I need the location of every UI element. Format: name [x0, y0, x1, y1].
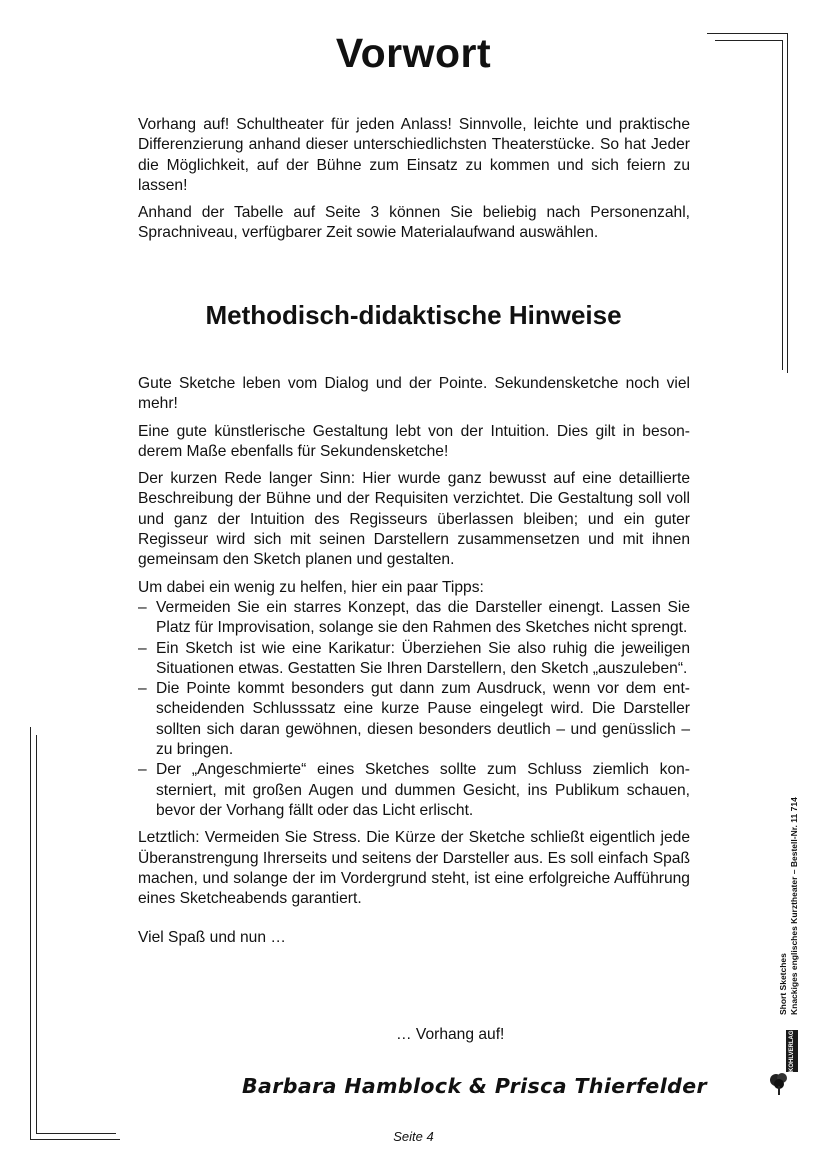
frame-left-vertical	[30, 727, 31, 1139]
body-paragraph: Der kurzen Rede langer Sinn: Hier wurde ganz bewusst auf eine detaillierte Beschreibung der Bühne und der Requisiten verzichtet. Die Gestaltung soll voll und ganz der Intuition des Regisseurs überlassen bleiben; und ein guter Regisseur wird sich mit seinen Darstellern zusammensetzen und mit ihnen gemeinsam den Sketch planen und gestalten.	[138, 470, 690, 569]
tip-item: – Ein Sketch ist wie eine Karikatur: Überziehen Sie also ruhig die jeweiligen Situationen etwas. Gestatten Sie Ihren Darstellern, den Sketch „auszuleben“.	[138, 639, 690, 680]
page-number: Seite 4	[393, 1129, 434, 1144]
tip-item: – Der „Angeschmierte“ eines Sketches sollte zum Schluss ziemlich konsterniert, mit großen Augen und dummen Gesicht, ins Publikum schauen, bevor der Vorhang fällt oder das Licht erlischt.	[138, 760, 690, 821]
hints-section	[138, 374, 690, 956]
body-paragraph: Eine gute künstlerische Gestaltung lebt von der Intuition. Dies gilt in besonderem Maße ebenfalls für Sekundensketche!	[138, 422, 690, 460]
sign-off: Viel Spaß und nun …	[138, 929, 286, 947]
conclusion-paragraph: Letztlich: Vermeiden Sie Stress. Die Kürze der Sketche schließt eigentlich jede Überanstrengung Ihrerseits und seitens der Darsteller aus. Es soll einfach Spaß machen, und solange der im Vordergrund steht, ist eine erfolgreiche Aufführung eines Sketcheabends garantiert.	[138, 829, 690, 908]
closing-line: … Vorhang auf!	[396, 1026, 505, 1043]
tip-item: – Vermeiden Sie ein starres Konzept, das die Darsteller einengt. Lassen Sie Platz für Improvisation, solange sie den Rahmen des Sketches nicht sprengt.	[138, 598, 690, 639]
intro-section	[138, 115, 690, 251]
tip-item: – Die Pointe kommt besonders gut dann zum Ausdruck, wenn vor dem entscheidenden Schlusssatz eine kurze Pause eingelegt wird. Die Darsteller sollten sich daran gewöhnen, diesen besonders deutlich – und genüsslich – zu bringen.	[138, 679, 690, 760]
publisher-logo: KOHLVERLAG	[786, 1030, 798, 1072]
tips-intro: Um dabei ein wenig zu helfen, hier ein paar Tipps:	[138, 578, 484, 596]
side-imprint-subtitle: Knackiges englisches Kurztheater – Bestell-Nr. 11 714	[789, 797, 799, 1015]
tree-logo-icon	[768, 1068, 790, 1096]
body-paragraph: Gute Sketche leben vom Dialog und der Pointe. Sekundensketche noch viel mehr!	[138, 375, 690, 413]
page-title: Vorwort	[335, 30, 492, 76]
side-imprint	[778, 725, 800, 1015]
section-title: Methodisch-didaktische Hinweise	[205, 300, 622, 330]
frame-left-vertical-2	[36, 735, 37, 1133]
authors-signature: Barbara Hamblock & Prisca Thierfelder	[242, 1074, 708, 1098]
tips-list	[138, 598, 690, 821]
side-imprint-title: Short Sketches	[778, 953, 788, 1015]
intro-paragraph: Vorhang auf! Schultheater für jeden Anlass! Sinnvolle, leichte und praktische Differenzierung anhand dieser unterschiedlichsten Theaterstücke. So hat Jeder die Möglichkeit, auf der Bühne zum Einsatz zu kommen und sich feiern zu lassen!	[138, 116, 690, 194]
intro-paragraph: Anhand der Tabelle auf Seite 3 können Sie beliebig nach Personenzahl, Sprachniveau, verfügbarer Zeit sowie Materialaufwand auswählen.	[138, 204, 690, 242]
